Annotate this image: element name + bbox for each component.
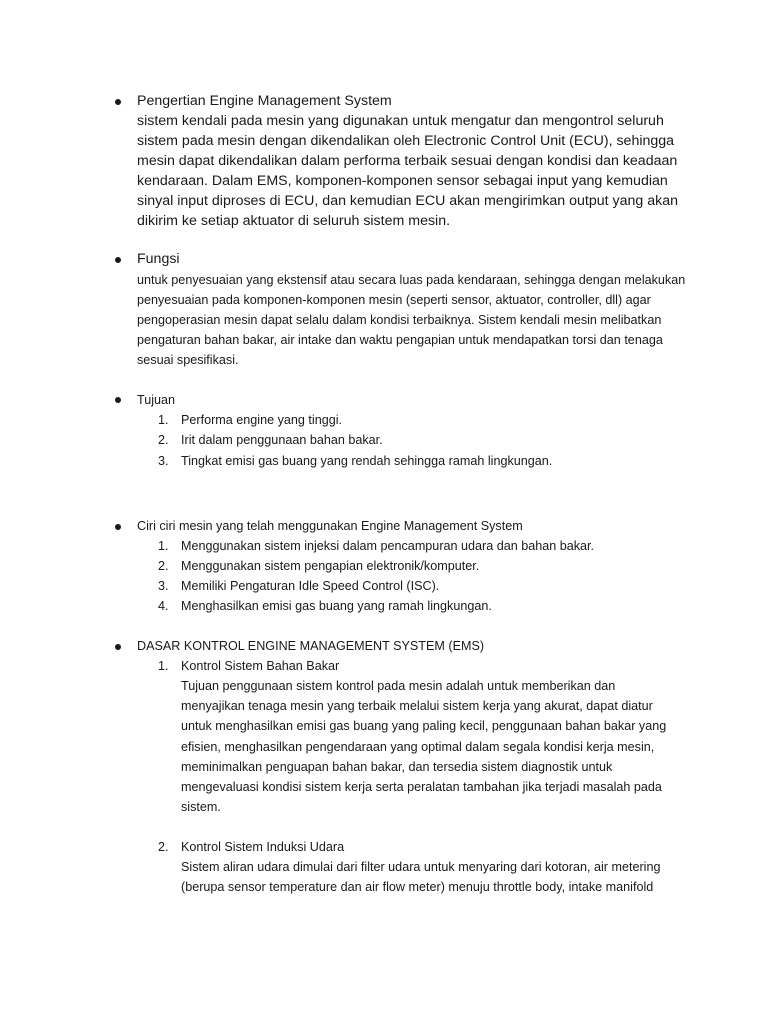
list-number: 2. bbox=[158, 840, 169, 854]
pengertian-line: sistem kendali pada mesin yang digunakan untuk mengatur dan mengontrol seluruh bbox=[137, 113, 664, 129]
fungsi-line: sesuai spesifikasi. bbox=[137, 353, 239, 367]
dasar-sub1-title: Kontrol Sistem Bahan Bakar bbox=[181, 659, 340, 673]
list-number: 1. bbox=[158, 659, 169, 673]
fungsi-heading: Fungsi bbox=[137, 251, 180, 267]
dasar-sub1-line: sistem. bbox=[181, 800, 221, 814]
dasar-sub2-line: Sistem aliran udara dimulai dari filter udara untuk menyaring dari kotoran, air metering bbox=[181, 860, 661, 874]
dasar-sub1-line: meminimalkan penguapan bahan bakar, dan tersedia sistem diagnostik untuk bbox=[181, 760, 613, 774]
list-number: 2. bbox=[158, 433, 169, 447]
list-number: 4. bbox=[158, 599, 169, 613]
list-number: 2. bbox=[158, 559, 169, 573]
fungsi-line: pengaturan bahan bakar, air intake dan waktu pengapian untuk mendapatkan torsi dan tenaga bbox=[137, 333, 663, 347]
pengertian-line: sistem pada mesin dengan dikendalikan oleh Electronic Control Unit (ECU), sehingga bbox=[137, 133, 675, 149]
tujuan-heading: Tujuan bbox=[137, 393, 176, 407]
dasar-sub1-line: menyajikan tenaga mesin yang terbaik melalui sistem kerja yang akurat, dapat diatur bbox=[181, 699, 653, 713]
list-number: 3. bbox=[158, 579, 169, 593]
dasar-sub1-line: Tujuan penggunaan sistem kontrol pada mesin adalah untuk memberikan dan bbox=[181, 679, 616, 693]
bullet-icon bbox=[115, 524, 121, 530]
tujuan-item: Performa engine yang tinggi. bbox=[181, 413, 343, 427]
dasar-heading: DASAR KONTROL ENGINE MANAGEMENT SYSTEM (EMS) bbox=[137, 639, 485, 653]
bullet-icon bbox=[115, 99, 121, 105]
tujuan-item: Irit dalam penggunaan bahan bakar. bbox=[181, 433, 383, 447]
pengertian-heading: Pengertian Engine Management System bbox=[137, 93, 392, 109]
ciri-heading: Ciri ciri mesin yang telah menggunakan Engine Management System bbox=[137, 519, 523, 533]
ciri-item: Memiliki Pengaturan Idle Speed Control (ISC). bbox=[181, 579, 440, 593]
dasar-sub1-line: efisien, menghasilkan pengendaraan yang optimal dalam segala kondisi kerja mesin, bbox=[181, 740, 655, 754]
ciri-item: Menghasilkan emisi gas buang yang ramah lingkungan. bbox=[181, 599, 492, 613]
pengertian-line: mesin dapat dikendalikan dalam performa terbaik sesuai dengan kondisi dan keadaan bbox=[137, 153, 678, 169]
dasar-sub2-line: (berupa sensor temperature dan air flow meter) menuju throttle body, intake manifold bbox=[181, 880, 654, 894]
bullet-icon bbox=[115, 644, 121, 650]
fungsi-line: penyesuaian pada komponen-komponen mesin (seperti sensor, aktuator, controller, dll) agar bbox=[137, 293, 651, 307]
list-number: 1. bbox=[158, 413, 169, 427]
pengertian-line: dikirim ke setiap aktuator di seluruh sistem mesin. bbox=[137, 213, 451, 229]
pengertian-line: sinyal input diproses di ECU, dan kemudian ECU akan mengirimkan output yang akan bbox=[137, 193, 678, 209]
fungsi-line: untuk penyesuaian yang ekstensif atau secara luas pada kendaraan, sehingga dengan melakukan bbox=[137, 273, 686, 287]
ciri-item: Menggunakan sistem pengapian elektronik/komputer. bbox=[181, 559, 480, 573]
list-number: 1. bbox=[158, 539, 169, 553]
fungsi-line: pengoperasian mesin dapat selalu dalam kondisi terbaiknya. Sistem kendali mesin melibatkan bbox=[137, 313, 662, 327]
dasar-sub1-line: mengevaluasi kondisi sistem kerja serta peralatan tambahan jika terjadi masalah pada bbox=[181, 780, 662, 794]
tujuan-item: Tingkat emisi gas buang yang rendah sehingga ramah lingkungan. bbox=[181, 454, 553, 468]
list-number: 3. bbox=[158, 454, 169, 468]
bullet-icon bbox=[115, 397, 121, 403]
pengertian-line: kendaraan. Dalam EMS, komponen-komponen sensor sebagai input yang kemudian bbox=[137, 173, 668, 189]
ciri-item: Menggunakan sistem injeksi dalam pencampuran udara dan bahan bakar. bbox=[181, 539, 595, 553]
dasar-sub1-line: untuk menghasilkan emisi gas buang yang paling kecil, penggunaan bahan bakar yang bbox=[181, 719, 667, 733]
bullet-icon bbox=[115, 257, 121, 263]
dasar-sub2-title: Kontrol Sistem Induksi Udara bbox=[181, 840, 345, 854]
